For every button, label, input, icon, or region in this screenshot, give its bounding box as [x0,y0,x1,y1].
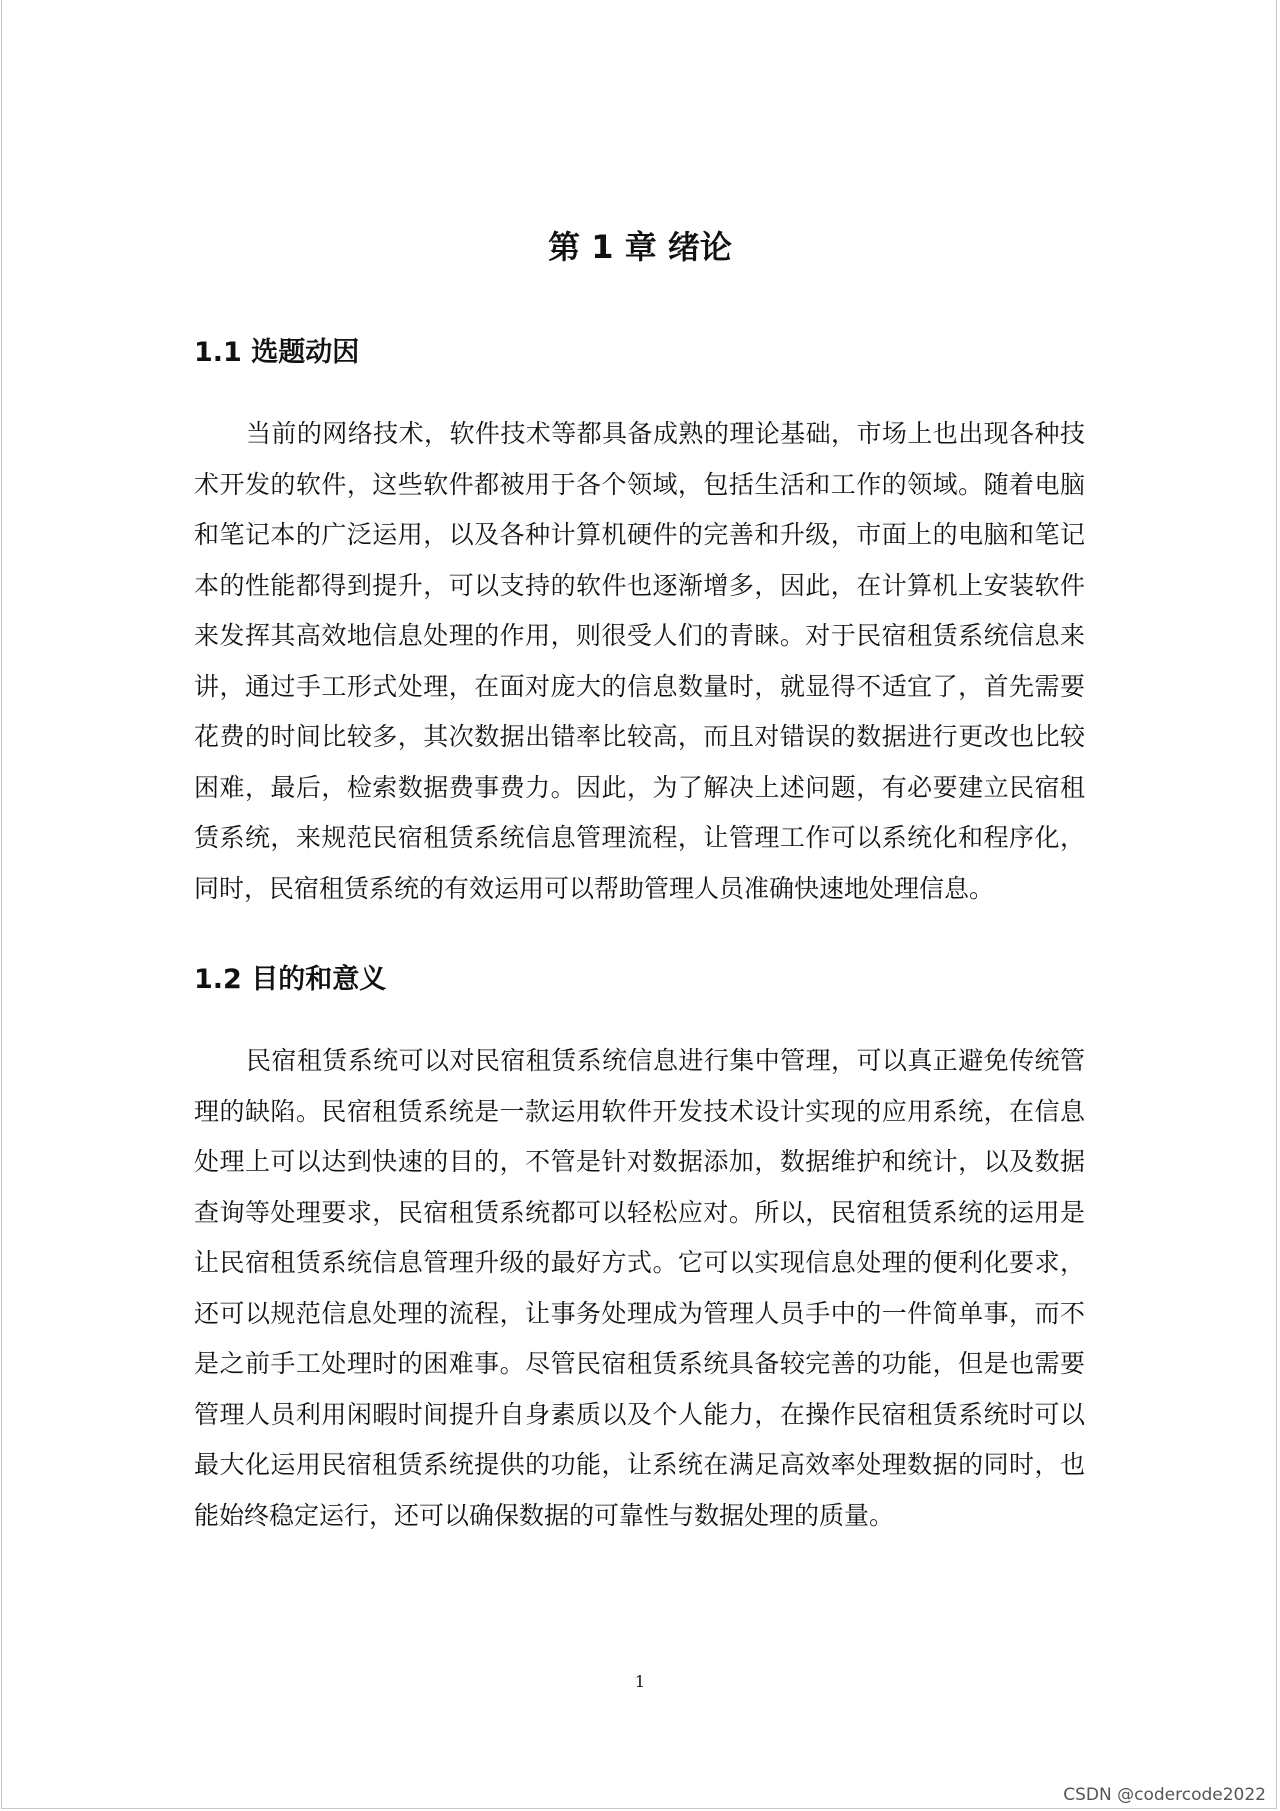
section-1-2-paragraph [194,1036,1085,1541]
watermark-text: CSDN @codercode2022 [1063,1785,1266,1805]
paragraph-line: 还可以规范信息处理的流程，让事务处理成为管理人员手中的一件简单事，而不 [194,1298,1085,1328]
paragraph-line: 花费的时间比较多，其次数据出错率比较高，而且对错误的数据进行更改也比较 [194,722,1085,751]
section-heading-1-1: 1.1 选题动因 [194,337,360,368]
chapter-title: 第 1 章 绪论 [548,228,732,266]
paragraph-line: 理的缺陷。民宿租赁系统是一款运用软件开发技术设计实现的应用系统，在信息 [194,1096,1085,1126]
paragraph-line: 是之前手工处理时的困难事。尽管民宿租赁系统具备较完善的功能，但是也需要 [194,1349,1085,1378]
paragraph-line: 能始终稳定运行，还可以确保数据的可靠性与数据处理的质量。 [194,1500,895,1530]
paragraph-line: 查询等处理要求，民宿租赁系统都可以轻松应对。所以，民宿租赁系统的运用是 [194,1197,1085,1227]
paragraph-line: 困难，最后，检索数据费事费力。因此，为了解决上述问题，有必要建立民宿租 [194,772,1085,802]
paragraph-line: 术开发的软件，这些软件都被用于各个领域，包括生活和工作的领域。随着电脑 [194,469,1085,499]
section-1-1-paragraph [194,409,1085,914]
paragraph-line: 最大化运用民宿租赁系统提供的功能，让系统在满足高效率处理数据的同时，也 [194,1450,1085,1479]
paragraph-line: 让民宿租赁系统信息管理升级的最好方式。它可以实现信息处理的便利化要求， [194,1248,1085,1277]
paragraph-line: 处理上可以达到快速的目的，不管是针对数据添加，数据维护和统计，以及数据 [194,1147,1085,1176]
paragraph-line: 讲，通过手工形式处理，在面对庞大的信息数量时，就显得不适宜了，首先需要 [194,671,1085,701]
page-number: 1 [634,1672,646,1691]
section-heading-1-2: 1.2 目的和意义 [194,964,387,995]
paragraph-line: 管理人员利用闲暇时间提升自身素质以及个人能力，在操作民宿租赁系统时可以 [194,1399,1085,1429]
paragraph-line: 民宿租赁系统可以对民宿租赁系统信息进行集中管理，可以真正避免传统管 [246,1046,1085,1075]
paragraph-line: 来发挥其高效地信息处理的作用，则很受人们的青睐。对于民宿租赁系统信息来 [194,621,1085,650]
paragraph-line: 本的性能都得到提升，可以支持的软件也逐渐增多，因此，在计算机上安装软件 [194,570,1085,600]
paragraph-line: 当前的网络技术，软件技术等都具备成熟的理论基础，市场上也出现各种技 [246,419,1085,448]
paragraph-line: 同时，民宿租赁系统的有效运用可以帮助管理人员准确快速地处理信息。 [194,873,995,903]
paragraph-line: 和笔记本的广泛运用，以及各种计算机硬件的完善和升级，市面上的电脑和笔记 [194,520,1085,549]
paragraph-line: 赁系统，来规范民宿租赁系统信息管理流程，让管理工作可以系统化和程序化， [194,823,1085,852]
